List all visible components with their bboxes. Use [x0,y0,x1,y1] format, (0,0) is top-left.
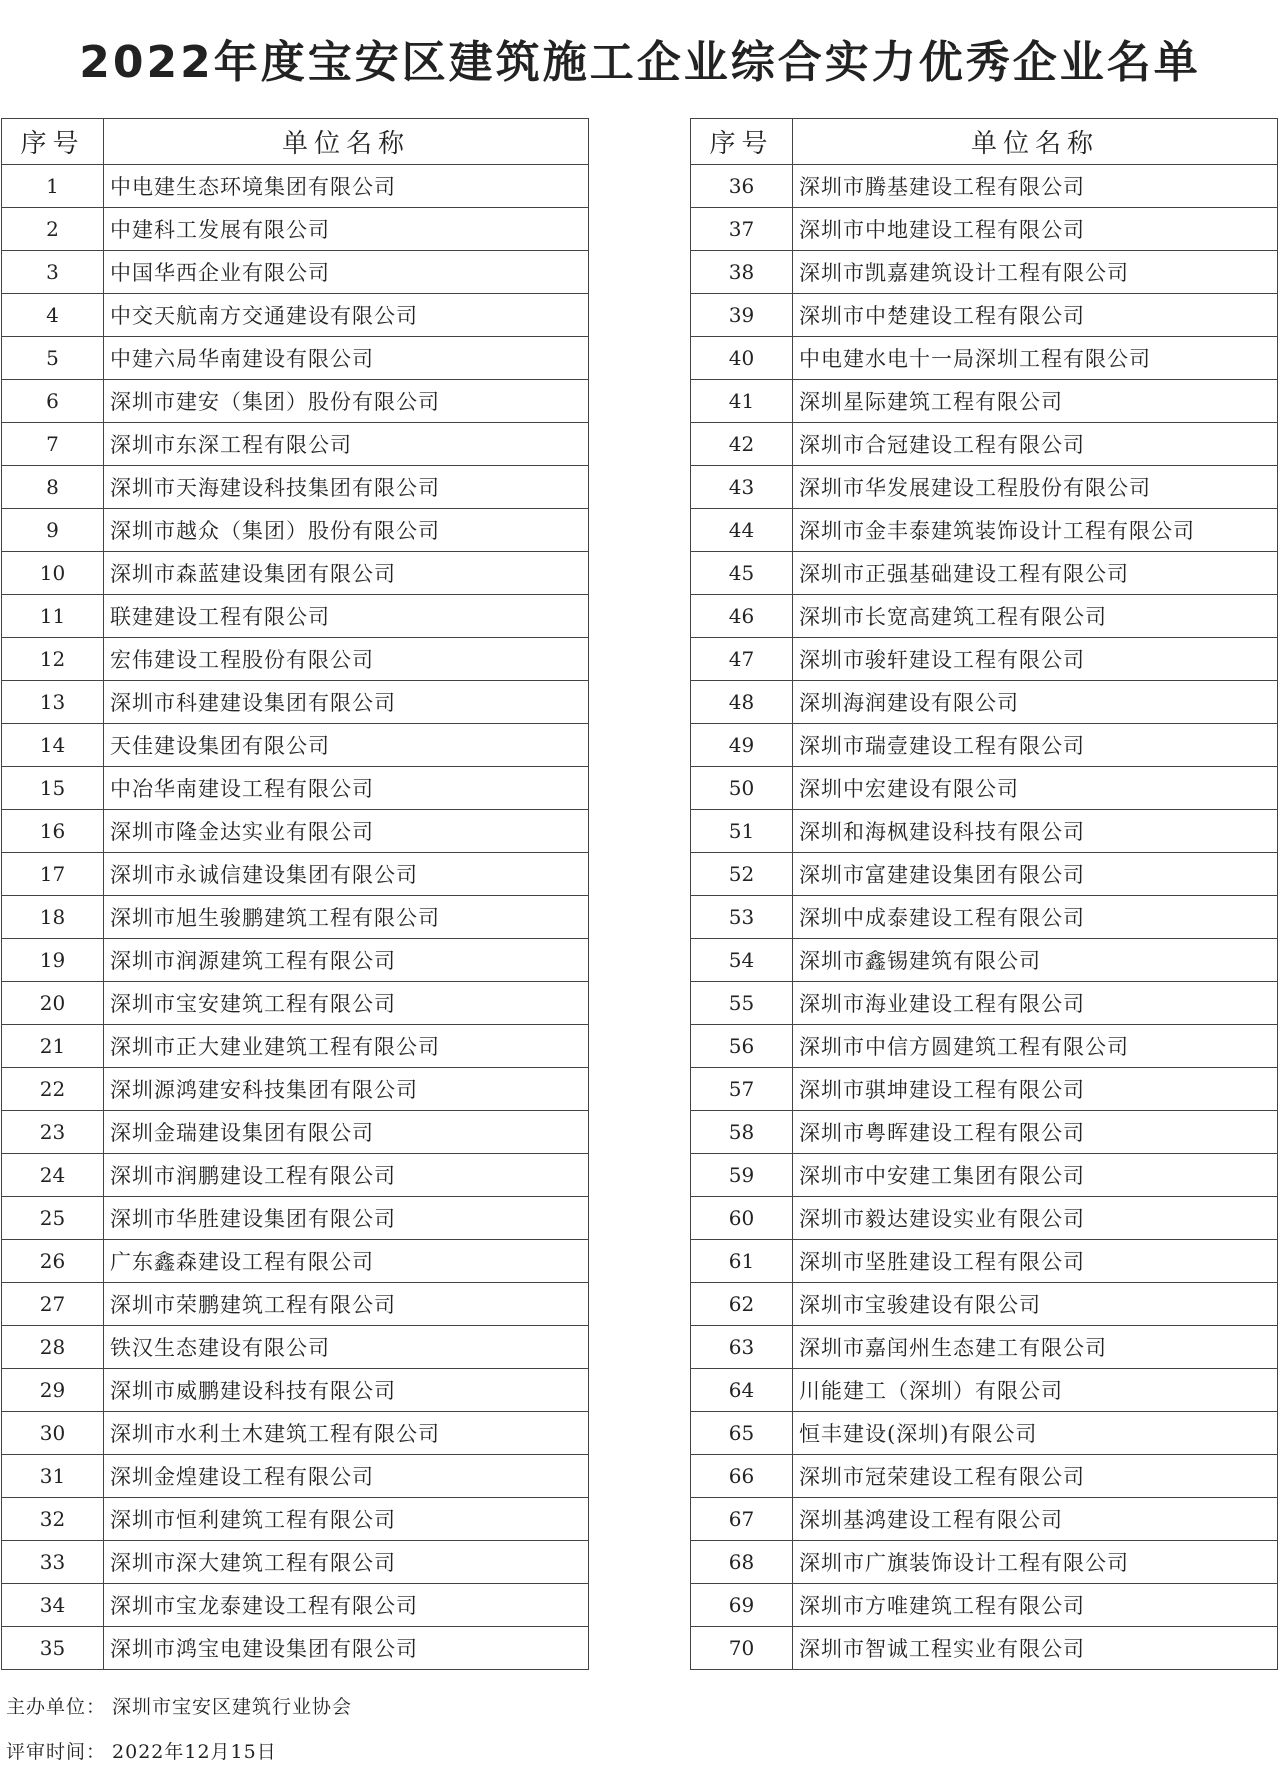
row-number: 21 [2,1025,104,1068]
row-number: 10 [2,552,104,595]
row-number: 54 [691,939,793,982]
company-name: 深圳中宏建设有限公司 [793,767,1278,810]
company-name: 深圳市凯嘉建筑设计工程有限公司 [793,251,1278,294]
table-header-row [2,119,589,165]
table-row [2,294,589,337]
company-name: 深圳市富建建设集团有限公司 [793,853,1278,896]
row-number: 69 [691,1584,793,1627]
row-number: 1 [2,165,104,208]
company-name: 天佳建设集团有限公司 [104,724,589,767]
company-name: 深圳市合冠建设工程有限公司 [793,423,1278,466]
company-name: 深圳市水利土木建筑工程有限公司 [104,1412,589,1455]
row-number: 35 [2,1627,104,1670]
table-row [691,896,1278,939]
row-number: 27 [2,1283,104,1326]
row-number: 36 [691,165,793,208]
row-number: 32 [2,1498,104,1541]
table-row [2,466,589,509]
row-number: 60 [691,1197,793,1240]
table-row [2,1584,589,1627]
table-row [2,1240,589,1283]
row-number: 30 [2,1412,104,1455]
table-row [691,1025,1278,1068]
company-name: 中建科工发展有限公司 [104,208,589,251]
row-number: 12 [2,638,104,681]
table-row [2,1326,589,1369]
company-name: 中交天航南方交通建设有限公司 [104,294,589,337]
table-row [2,595,589,638]
row-number: 45 [691,552,793,595]
company-name: 深圳市中楚建设工程有限公司 [793,294,1278,337]
company-name: 深圳市腾基建设工程有限公司 [793,165,1278,208]
table-row [691,767,1278,810]
row-number: 68 [691,1541,793,1584]
company-name: 深圳市宝骏建设有限公司 [793,1283,1278,1326]
row-number: 3 [2,251,104,294]
row-number: 53 [691,896,793,939]
row-number: 41 [691,380,793,423]
row-number: 42 [691,423,793,466]
row-number: 38 [691,251,793,294]
table-row [691,466,1278,509]
row-number: 20 [2,982,104,1025]
table-row [691,1111,1278,1154]
table-row [691,251,1278,294]
company-name: 深圳海润建设有限公司 [793,681,1278,724]
table-row [691,1455,1278,1498]
table-row [2,1068,589,1111]
table-row [2,724,589,767]
table-row [2,1111,589,1154]
table-row [2,810,589,853]
row-number: 40 [691,337,793,380]
table-row [2,853,589,896]
table-row [691,423,1278,466]
table-row [691,638,1278,681]
row-number: 44 [691,509,793,552]
company-name: 中电建水电十一局深圳工程有限公司 [793,337,1278,380]
table-row [691,1197,1278,1240]
company-name: 深圳市越众（集团）股份有限公司 [104,509,589,552]
company-name: 深圳市隆金达实业有限公司 [104,810,589,853]
footer-review-date [6,1737,277,1764]
company-name: 深圳市长宽高建筑工程有限公司 [793,595,1278,638]
table-row [2,1025,589,1068]
column-header-no: 序号 [2,119,104,165]
table-row [691,1541,1278,1584]
company-name: 深圳市坚胜建设工程有限公司 [793,1240,1278,1283]
row-number: 9 [2,509,104,552]
row-number: 11 [2,595,104,638]
row-number: 7 [2,423,104,466]
company-name: 深圳市金丰泰建筑装饰设计工程有限公司 [793,509,1278,552]
company-name: 深圳市恒利建筑工程有限公司 [104,1498,589,1541]
row-number: 64 [691,1369,793,1412]
row-number: 2 [2,208,104,251]
page-title: 2022年度宝安区建筑施工企业综合实力优秀企业名单 [79,37,1201,88]
row-number: 70 [691,1627,793,1670]
table-row [691,208,1278,251]
row-number: 8 [2,466,104,509]
row-number: 5 [2,337,104,380]
row-number: 34 [2,1584,104,1627]
table-row [691,509,1278,552]
company-name: 深圳市正大建业建筑工程有限公司 [104,1025,589,1068]
table-row [691,939,1278,982]
table-row [2,208,589,251]
table-row [691,1412,1278,1455]
row-number: 48 [691,681,793,724]
row-number: 61 [691,1240,793,1283]
table-row [2,423,589,466]
company-name: 深圳市科建建设集团有限公司 [104,681,589,724]
row-number: 52 [691,853,793,896]
company-name: 深圳市华胜建设集团有限公司 [104,1197,589,1240]
company-name: 中建六局华南建设有限公司 [104,337,589,380]
company-name: 宏伟建设工程股份有限公司 [104,638,589,681]
company-name: 深圳市永诚信建设集团有限公司 [104,853,589,896]
table-row [2,1154,589,1197]
company-name: 中电建生态环境集团有限公司 [104,165,589,208]
company-name: 深圳市威鹏建设科技有限公司 [104,1369,589,1412]
row-number: 46 [691,595,793,638]
table-row [2,337,589,380]
table-row [691,165,1278,208]
table-row [691,853,1278,896]
company-name: 深圳市正强基础建设工程有限公司 [793,552,1278,595]
row-number: 43 [691,466,793,509]
row-number: 59 [691,1154,793,1197]
column-header-name: 单位名称 [793,119,1278,165]
table-row [2,1541,589,1584]
company-name: 深圳市毅达建设实业有限公司 [793,1197,1278,1240]
company-name: 深圳市鑫锡建筑有限公司 [793,939,1278,982]
table-row [691,1369,1278,1412]
table-row [2,982,589,1025]
table-row [2,1197,589,1240]
company-name: 深圳基鸿建设工程有限公司 [793,1498,1278,1541]
column-header-name: 单位名称 [104,119,589,165]
company-name: 深圳市瑞壹建设工程有限公司 [793,724,1278,767]
company-name: 深圳星际建筑工程有限公司 [793,380,1278,423]
table-row [691,1326,1278,1369]
row-number: 22 [2,1068,104,1111]
company-name: 深圳市中信方圆建筑工程有限公司 [793,1025,1278,1068]
row-number: 6 [2,380,104,423]
row-number: 13 [2,681,104,724]
row-number: 67 [691,1498,793,1541]
company-name: 深圳市冠荣建设工程有限公司 [793,1455,1278,1498]
company-name: 深圳市建安（集团）股份有限公司 [104,380,589,423]
company-name: 深圳市骐坤建设工程有限公司 [793,1068,1278,1111]
table-row [2,1498,589,1541]
company-name: 恒丰建设(深圳)有限公司 [793,1412,1278,1455]
row-number: 23 [2,1111,104,1154]
company-name: 深圳市鸿宝电建设集团有限公司 [104,1627,589,1670]
table-row [2,1369,589,1412]
table-row [691,380,1278,423]
table-row [2,509,589,552]
table-row [2,1412,589,1455]
table-row [691,681,1278,724]
company-name: 深圳市宝安建筑工程有限公司 [104,982,589,1025]
table-row [691,810,1278,853]
table-row [2,638,589,681]
company-name: 川能建工（深圳）有限公司 [793,1369,1278,1412]
row-number: 62 [691,1283,793,1326]
company-name: 深圳市天海建设科技集团有限公司 [104,466,589,509]
company-name: 深圳市骏轩建设工程有限公司 [793,638,1278,681]
company-name: 深圳市中地建设工程有限公司 [793,208,1278,251]
company-name: 深圳市智诚工程实业有限公司 [793,1627,1278,1670]
company-name: 深圳市润鹏建设工程有限公司 [104,1154,589,1197]
table-row [691,1627,1278,1670]
row-number: 65 [691,1412,793,1455]
row-number: 25 [2,1197,104,1240]
row-number: 37 [691,208,793,251]
row-number: 47 [691,638,793,681]
row-number: 28 [2,1326,104,1369]
company-name: 广东鑫森建设工程有限公司 [104,1240,589,1283]
company-name: 深圳市广旗装饰设计工程有限公司 [793,1541,1278,1584]
table-row [2,681,589,724]
company-name: 联建建设工程有限公司 [104,595,589,638]
table-header-row [691,119,1278,165]
table-row [691,1498,1278,1541]
row-number: 51 [691,810,793,853]
company-name: 深圳市宝龙泰建设工程有限公司 [104,1584,589,1627]
table-row [2,552,589,595]
table-row [691,1240,1278,1283]
enterprise-table-left [1,118,589,1670]
row-number: 18 [2,896,104,939]
company-name: 深圳市深大建筑工程有限公司 [104,1541,589,1584]
company-name: 深圳市荣鹏建筑工程有限公司 [104,1283,589,1326]
company-name: 深圳和海枫建设科技有限公司 [793,810,1278,853]
company-name: 深圳金煌建设工程有限公司 [104,1455,589,1498]
table-row [2,767,589,810]
row-number: 14 [2,724,104,767]
row-number: 50 [691,767,793,810]
table-row [2,1627,589,1670]
table-row [2,1455,589,1498]
table-row [691,294,1278,337]
organizer-label: 主办单位： [6,1696,107,1718]
company-name: 中国华西企业有限公司 [104,251,589,294]
row-number: 19 [2,939,104,982]
row-number: 49 [691,724,793,767]
table-row [2,896,589,939]
organizer-value: 深圳市宝安区建筑行业协会 [112,1696,353,1718]
table-row [691,1283,1278,1326]
row-number: 29 [2,1369,104,1412]
company-name: 深圳市中安建工集团有限公司 [793,1154,1278,1197]
company-name: 铁汉生态建设有限公司 [104,1326,589,1369]
enterprise-table-right [690,118,1278,1670]
company-name: 中冶华南建设工程有限公司 [104,767,589,810]
table-row [691,1068,1278,1111]
company-name: 深圳市东深工程有限公司 [104,423,589,466]
company-name: 深圳市旭生骏鹏建筑工程有限公司 [104,896,589,939]
table-row [691,724,1278,767]
company-name: 深圳中成泰建设工程有限公司 [793,896,1278,939]
review-date-value: 2022年12月15日 [112,1741,277,1763]
row-number: 16 [2,810,104,853]
row-number: 63 [691,1326,793,1369]
table-row [691,1154,1278,1197]
company-name: 深圳源鸿建安科技集团有限公司 [104,1068,589,1111]
row-number: 57 [691,1068,793,1111]
row-number: 58 [691,1111,793,1154]
table-row [2,939,589,982]
row-number: 15 [2,767,104,810]
footer-organizer [6,1692,352,1719]
table-row [2,1283,589,1326]
row-number: 66 [691,1455,793,1498]
company-name: 深圳市华发展建设工程股份有限公司 [793,466,1278,509]
row-number: 24 [2,1154,104,1197]
company-name: 深圳市嘉闰州生态建工有限公司 [793,1326,1278,1369]
company-name: 深圳市海业建设工程有限公司 [793,982,1278,1025]
company-name: 深圳市粤晖建设工程有限公司 [793,1111,1278,1154]
row-number: 17 [2,853,104,896]
table-row [2,251,589,294]
row-number: 39 [691,294,793,337]
row-number: 4 [2,294,104,337]
company-name: 深圳市方唯建筑工程有限公司 [793,1584,1278,1627]
row-number: 33 [2,1541,104,1584]
row-number: 31 [2,1455,104,1498]
table-row [691,337,1278,380]
table-row [691,1584,1278,1627]
table-row [2,380,589,423]
row-number: 56 [691,1025,793,1068]
row-number: 55 [691,982,793,1025]
company-name: 深圳市森蓝建设集团有限公司 [104,552,589,595]
company-name: 深圳金瑞建设集团有限公司 [104,1111,589,1154]
company-name: 深圳市润源建筑工程有限公司 [104,939,589,982]
table-row [691,552,1278,595]
row-number: 26 [2,1240,104,1283]
table-row [2,165,589,208]
table-row [691,982,1278,1025]
review-date-label: 评审时间： [6,1741,107,1763]
table-row [691,595,1278,638]
column-header-no: 序号 [691,119,793,165]
